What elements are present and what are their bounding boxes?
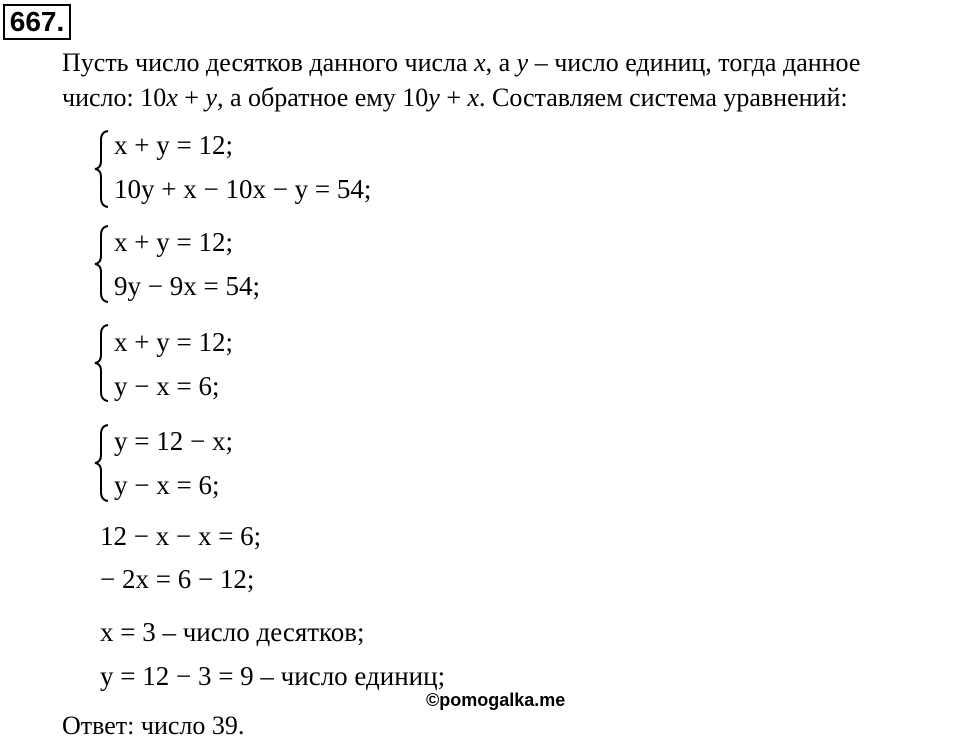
step-4: y = 12 − 3 = 9 – число единиц;: [100, 661, 446, 691]
watermark: ©pomogalka.me: [426, 690, 566, 710]
problem-number: 667.: [3, 4, 71, 40]
system-2-eq-2: 9y − 9x = 54;: [114, 271, 260, 301]
step-2: − 2x = 6 − 12;: [100, 564, 255, 594]
step-3: x = 3 – число десятков;: [100, 617, 365, 647]
brace-icon: [92, 128, 112, 210]
brace-icon: [92, 223, 112, 305]
intro-line-1: Пусть число десятков данного числа x, а y – число единиц, тогда данное: [62, 48, 861, 77]
system-4-eq-2: y − x = 6;: [114, 470, 220, 500]
intro-line-2: число: 10x + y, а обратное ему 10y + x. Составляем система уравнений:: [62, 83, 848, 112]
system-2-eq-1: x + y = 12;: [114, 227, 233, 257]
answer: Ответ: число 39.: [62, 711, 245, 740]
system-4-eq-1: y = 12 − x;: [114, 426, 233, 456]
brace-icon: [92, 322, 112, 404]
system-1-eq-1: x + y = 12;: [114, 130, 233, 160]
system-3-eq-1: x + y = 12;: [114, 327, 233, 357]
system-3-eq-2: y − x = 6;: [114, 371, 220, 401]
brace-icon: [92, 422, 112, 504]
step-1: 12 − x − x = 6;: [100, 521, 262, 551]
system-1-eq-2: 10y + x − 10x − y = 54;: [114, 174, 372, 204]
